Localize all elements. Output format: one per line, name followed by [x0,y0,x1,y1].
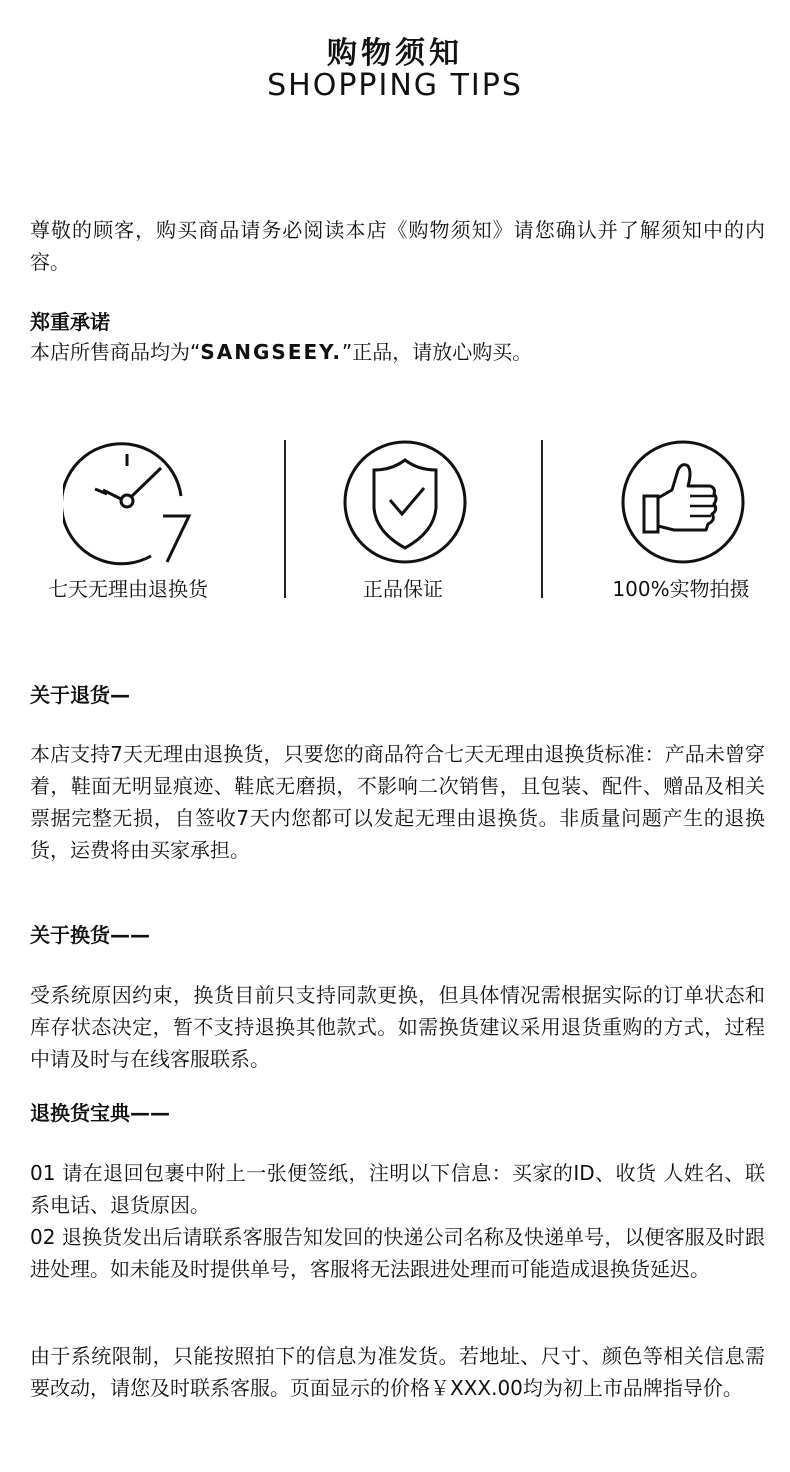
exchange-text: 受系统原因约束，换货目前只支持同款更换，但具体情况需根据实际的订单状态和库存状态决定，暂不支持退换其他款式。如需换货建议采用退货重购的方式，过程中请及时与在线客服联系。 [30,983,765,1071]
feature-authentic [278,438,528,608]
returns-text: 本店支持7天无理由退换货，只要您的商品符合七天无理由退换货标准：产品未曾穿着，鞋面无明显痕迹、鞋底无磨损，不影响二次销售，且包装、配件、赠品及相关票据完整无损，自签收7天内您都可以发起无理由退换货。非质量问题产生的退换货，运费将由买家承担。 [30,742,765,862]
guide-item-1: 01 请在退回包裹中附上一张便签纸，注明以下信息：买家的ID、收货 人姓名、联系电话、退货原因。 [30,1161,765,1217]
promise-heading: 郑重承诺 [30,310,110,334]
clock-7-icon [63,438,198,568]
promise-text [30,336,765,368]
returns-heading: 关于退货— [30,683,130,707]
exchange-heading: 关于换货—— [30,923,150,947]
promise-text-after: ”正品，请放心购买。 [341,340,533,364]
guide-item-2: 02 退换货发出后请联系客服告知发回的快递公司名称及快递单号，以便客服及时跟进处理。如未能及时提供单号，客服将无法跟进处理而可能造成退换货延迟。 [30,1225,765,1281]
divider [541,440,543,598]
feature-label: 正品保证 [363,577,443,601]
page-subtitle: SHOPPING TIPS [267,68,523,103]
page-title: 购物须知 [327,36,463,71]
notice-text: 由于系统限制，只能按照拍下的信息为准发货。若地址、尺寸、颜色等相关信息需要改动，请您及时联系客服。页面显示的价格￥XXX.00均为初上市品牌指导价。 [30,1344,765,1400]
intro-text: 尊敬的顾客，购买商品请务必阅读本店《购物须知》请您确认并了解须知中的内容。 [30,218,765,274]
thumbs-up-icon [616,438,751,568]
shield-check-icon [338,438,473,568]
feature-label: 七天无理由退换货 [48,577,208,601]
brand-name: SANGSEEY. [200,340,342,364]
guide-heading: 退换货宝典—— [30,1101,170,1125]
promise-text-before: 本店所售商品均为“ [30,340,201,364]
feature-seven-day-return [3,438,253,608]
feature-label: 100%实物拍摄 [612,577,750,601]
feature-real-photos [556,438,790,608]
